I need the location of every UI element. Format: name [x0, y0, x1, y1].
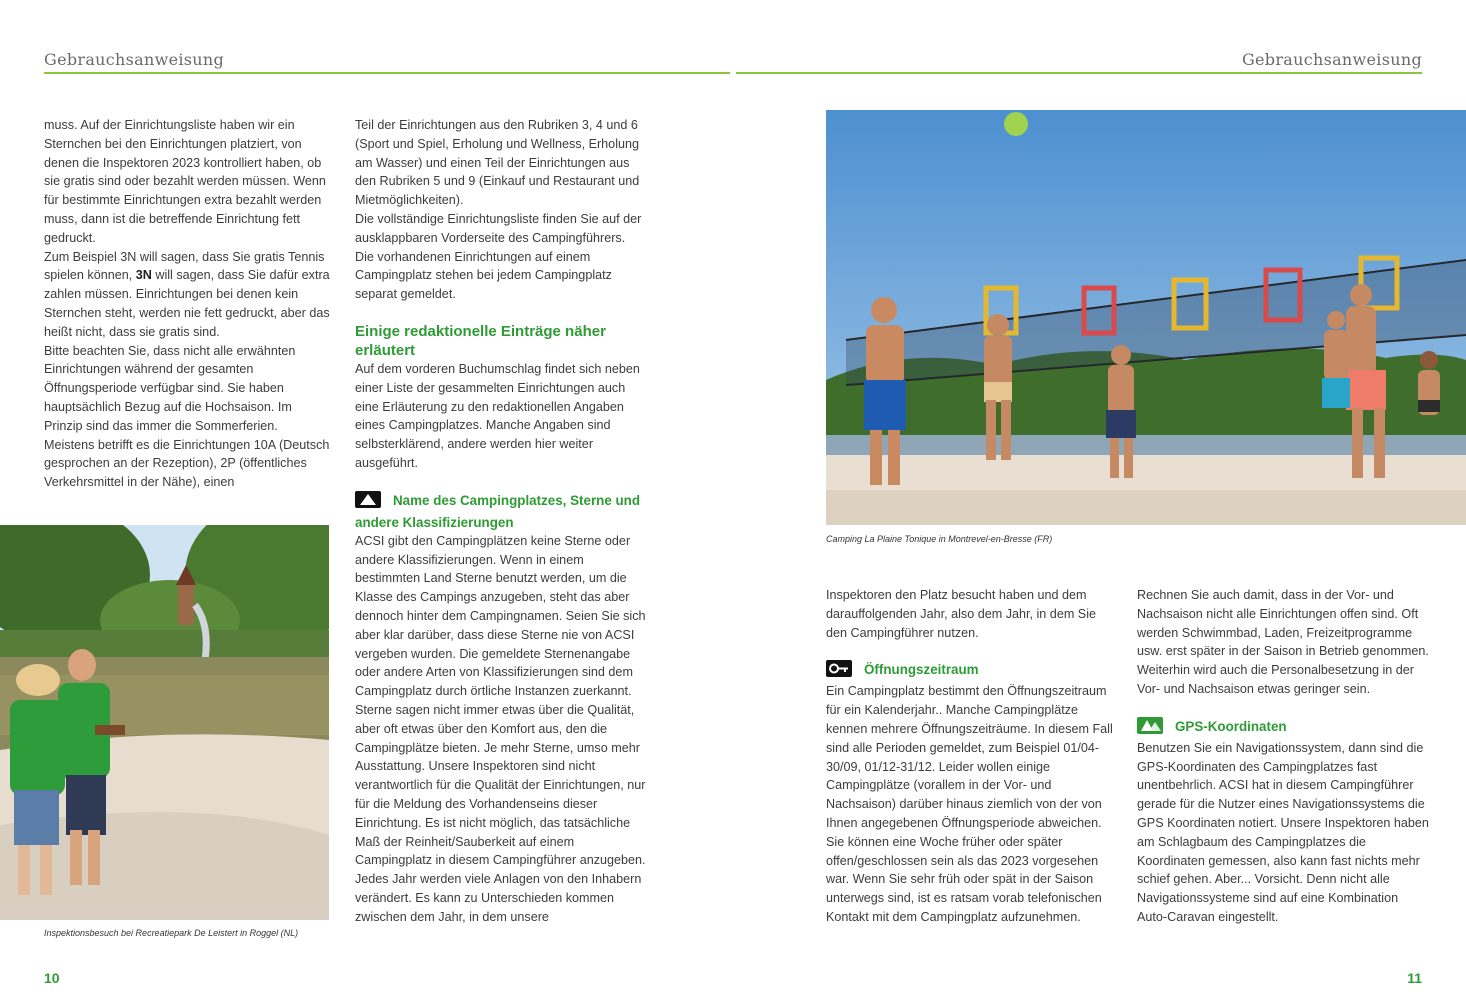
section-heading: Einige redaktionelle Einträge näher erläutert — [355, 322, 606, 359]
section-heading: Name des Campingplatzes, Sterne und andere Klassifizierungen — [355, 492, 641, 530]
paragraph: Benutzen Sie ein Navigationssystem, dann sind die GPS-Koordinaten des Campingplatzes fast unentbehrlich. ACSI hat in diesem Campingführer gerade für die Nutzer eines Navigationssystems die GPS Koordinaten notiert. Unsere Inspektoren haben am Schlagbaum des Campingplatzes die Koordinaten gemessen, also kann fast nichts mehr schief gehen. Aber... Vorsicht. Denn nicht alle Navigationssysteme sind auf eine Kombination Auto-Caravan eingestellt. — [1137, 740, 1429, 924]
tent-icon — [355, 491, 381, 513]
photo-beach-volleyball — [826, 110, 1466, 525]
header-rule-right — [736, 72, 1422, 74]
paragraph: Zum Beispiel 3N will sagen, dass Sie gratis Tennis spielen können, 3N will sagen, dass Sie dafür extra zahlen müssen. Einrichtungen bei denen kein Sternchen steht, werden nie fett gedruckt, aber das heißt nicht, dass sie gratis sind. — [44, 249, 330, 339]
paragraph: Auf dem vorderen Buchumschlag findet sich neben einer Liste der gesammelten Einrichtungen auch eine Erläuterung zu den redaktionellen Angaben eines Campingplatzes. Manche Angaben sind selbsterklärend, andere werden hier weiter ausgeführt. — [355, 361, 640, 470]
running-header-right: Gebrauchsanweisung — [1241, 50, 1422, 69]
page-number-left: 10 — [44, 970, 60, 986]
page-number-right: 11 — [1407, 970, 1422, 986]
paragraph: Inspektoren den Platz besucht haben und dem darauffolgenden Jahr, also dem Jahr, in dem Sie den Campingführer nutzen. — [826, 588, 1097, 640]
paragraph: Die vollständige Einrichtungsliste finden Sie auf der ausklappbaren Vorderseite des Campingführers. Die vorhandenen Einrichtungen auf einem Campingplatz stehen bei jedem Campingplatz separat gemeldet. — [355, 211, 642, 302]
gps-map-icon — [1137, 717, 1163, 739]
paragraph: Ein Campingplatz bestimmt den Öffnungszeitraum für ein Kalenderjahr.. Manche Campingplätze kennen mehrere Öffnungszeiträume. In diesem Fall sind alle Perioden gemeldet, zum Beispiel 01/04-30/09, 01/12-31/12. Leider wollen einige Campingplätze (vorallem in der Vor- und Nachsaison) darüber hinaus ziemlich von der von Ihnen angegebenen Öffnungsperiode abweichen. Sie können eine Woche früher oder später offen/geschlossen sein als das 2023 vorgesehen war. Wenn Sie sehr früh oder spät in der Saison unterwegs sind, ist es ratsam vorab telefonischen Kontakt mit dem Campingplatz aufzunehmen. — [826, 684, 1113, 924]
photo-caption-left: Inspektionsbesuch bei Recreatiepark De Leistert in Roggel (NL) — [44, 928, 299, 938]
paragraph: Jedes Jahr werden viele Anlagen von den Inhabern verändert. Es kann zu Unterschieden kommen zwischen dem Jahr, in dem unsere — [355, 872, 642, 924]
key-icon — [826, 660, 852, 682]
photo-beach-volleyball-illustration — [826, 110, 1466, 525]
right-page-column-2 — [1137, 586, 1429, 927]
section-heading: Öffnungszeitraum — [826, 660, 1114, 682]
section-heading: GPS-Koordinaten — [1137, 717, 1429, 739]
right-page-column-1 — [826, 586, 1114, 927]
header-rule-left — [44, 72, 730, 74]
paragraph: Bitte beachten Sie, dass nicht alle erwähnten Einrichtungen während der gesamten Öffnungsperiode verfügbar sind. Sie haben hauptsächlich Bezug auf die Hochsaison. Im Prinzip sind das immer die Sommerferien. Meistens betrifft es die Einrichtungen 10A (Deutsch gesprochen an der Rezeption), 2P (öffentliches Verkehrsmittel in der Nähe), einen — [44, 343, 330, 490]
paragraph: muss. Auf der Einrichtungsliste haben wir ein Sternchen bei den Einrichtungen platziert, von denen die Inspektoren 2023 kontrolliert haben, ob sie gratis sind oder bezahlt werden müssen. Wenn für bestimmte Einrichtungen extra bezahlt werden muss, dann ist die betreffende Einrichtung fett gedruckt. — [44, 118, 326, 245]
photo-inspection-visit — [0, 525, 329, 920]
paragraph: Rechnen Sie auch damit, dass in der Vor- und Nachsaison nicht alle Einrichtungen offen sind. Oft werden Schwimmbad, Laden, Freizeitprogramme usw. erst später in der Saison in Betrieb genommen. Weiterhin wird auch die Personalbesetzung in der Vor- und Nachsaison etwas geringer sein. — [1137, 588, 1429, 696]
left-page-column-2 — [355, 116, 647, 926]
left-page-column-1 — [44, 116, 330, 492]
paragraph: Teil der Einrichtungen aus den Rubriken 3, 4 und 6 (Sport und Spiel, Erholung und Wellness, Erholung am Wasser) und einen Teil der Einrichtungen aus den Rubriken 5 und 9 (Einkauf und Restaurant und Mietmöglichkeiten). — [355, 118, 640, 208]
running-header-left: Gebrauchsanweisung — [44, 50, 225, 69]
paragraph: ACSI gibt den Campingplätzen keine Sterne oder andere Klassifizierungen. Wenn in einem bestimmten Land Sterne benutzt werden, um die Klasse des Campings anzugeben, steht das aber dennoch hinter dem Campingnamen. Seien Sie sich aber klar darüber, dass diese Sterne nie von ACSI vergeben wurden. Die gemeldete Sternenangabe oder andere Arten von Klassifizierungen sind dem Campingplatz durch örtliche Instanzen zuerkannt. Sterne sagen nicht immer etwas über die Qualität, aber oft etwas über den Komfort aus, den die Campingplätze bieten. Je mehr Sterne, umso mehr Ausstattung. Unsere Inspektoren sind nicht verantwortlich für die Qualität der Einrichtungen, nur für die Meldung des Vorhandenseins dieser Einrichtung. Es ist nicht möglich, das tatsächliche Maß der Reinheit/Sauberkeit auf einem Campingplatz in diesem Campingführer anzugeben. — [355, 533, 646, 868]
photo-inspection-visit-illustration — [0, 525, 329, 920]
photo-caption-right: Camping La Plaine Tonique in Montrevel-en-Bresse (FR) — [826, 534, 1053, 544]
bold-code: 3N — [135, 268, 152, 283]
